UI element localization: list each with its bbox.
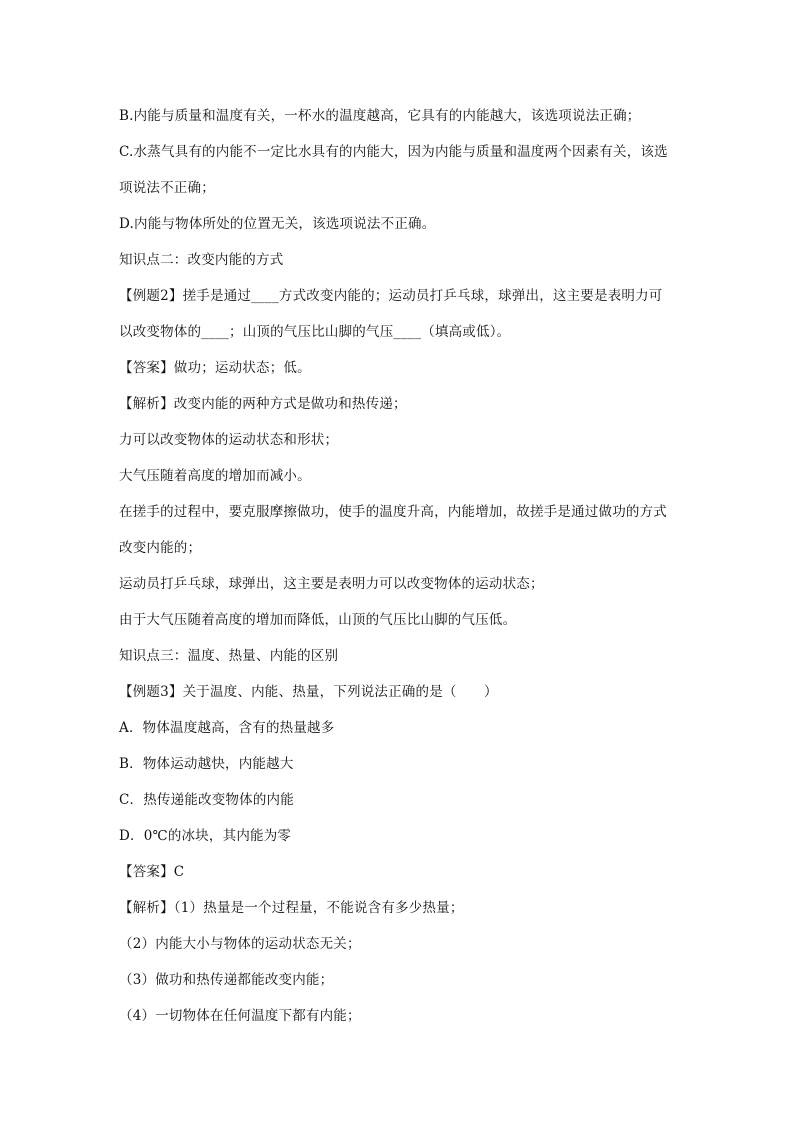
analysis-line: （2）内能大小与物体的运动状态无关； (119, 936, 361, 952)
text-line-option-b: B.内能与质量和温度有关，一杯水的温度越高，它具有的内能越大，该选项说法正确； (119, 108, 641, 124)
example-2-question-cont: 以改变物体的____；山顶的气压比山脚的气压____（填高或低）。 (119, 324, 511, 340)
analysis-line: 力可以改变物体的运动状态和形状； (119, 432, 339, 448)
analysis-line: 运动员打乒乓球，球弹出，这主要是表明力可以改变物体的运动状态； (119, 576, 544, 592)
example-3-option-a: A．物体温度越高，含有的热量越多 (119, 720, 335, 736)
text-line-option-c: C.水蒸气具有的内能不一定比水具有的内能大，因为内能与质量和温度两个因素有关，该选 (119, 144, 668, 160)
example-3-option-c: C．热传递能改变物体的内能 (119, 792, 294, 808)
section-heading-2: 知识点二：改变内能的方式 (119, 252, 284, 268)
text-line-option-d: D.内能与物体所处的位置无关，该选项说法不正确。 (119, 216, 436, 232)
example-3-option-d: D．0℃的冰块，其内能为零 (119, 828, 292, 844)
example-3-question: 【例题3】关于温度、内能、热量，下列说法正确的是（ ） (119, 684, 498, 700)
analysis-line: （3）做功和热传递都能改变内能； (119, 972, 334, 988)
analysis-line: 在搓手的过程中，要克服摩擦做功，使手的温度升高，内能增加，故搓手是通过做功的方式 (119, 504, 667, 520)
example-3-option-b: B．物体运动越快，内能越大 (119, 756, 294, 772)
section-heading-3: 知识点三：温度、热量、内能的区别 (119, 648, 339, 664)
example-2-analysis: 【解析】改变内能的两种方式是做功和热传递； (119, 396, 407, 412)
analysis-line: 改变内能的； (119, 540, 202, 556)
text-line-option-c-cont: 项说法不正确； (119, 180, 215, 196)
example-2-answer: 【答案】做功；运动状态；低。 (119, 360, 311, 376)
example-2-question: 【例题2】搓手是通过____方式改变内能的；运动员打乒乓球，球弹出，这主要是表明力可 (119, 288, 663, 304)
example-3-analysis: 【解析】（1）热量是一个过程量，不能说含有多少热量； (119, 900, 464, 916)
analysis-line: （4）一切物体在任何温度下都有内能； (119, 1008, 361, 1024)
analysis-line: 大气压随着高度的增加而减小。 (119, 468, 311, 484)
example-3-answer: 【答案】C (119, 864, 185, 880)
analysis-line: 由于大气压随着高度的增加而降低，山顶的气压比山脚的气压低。 (119, 612, 517, 628)
